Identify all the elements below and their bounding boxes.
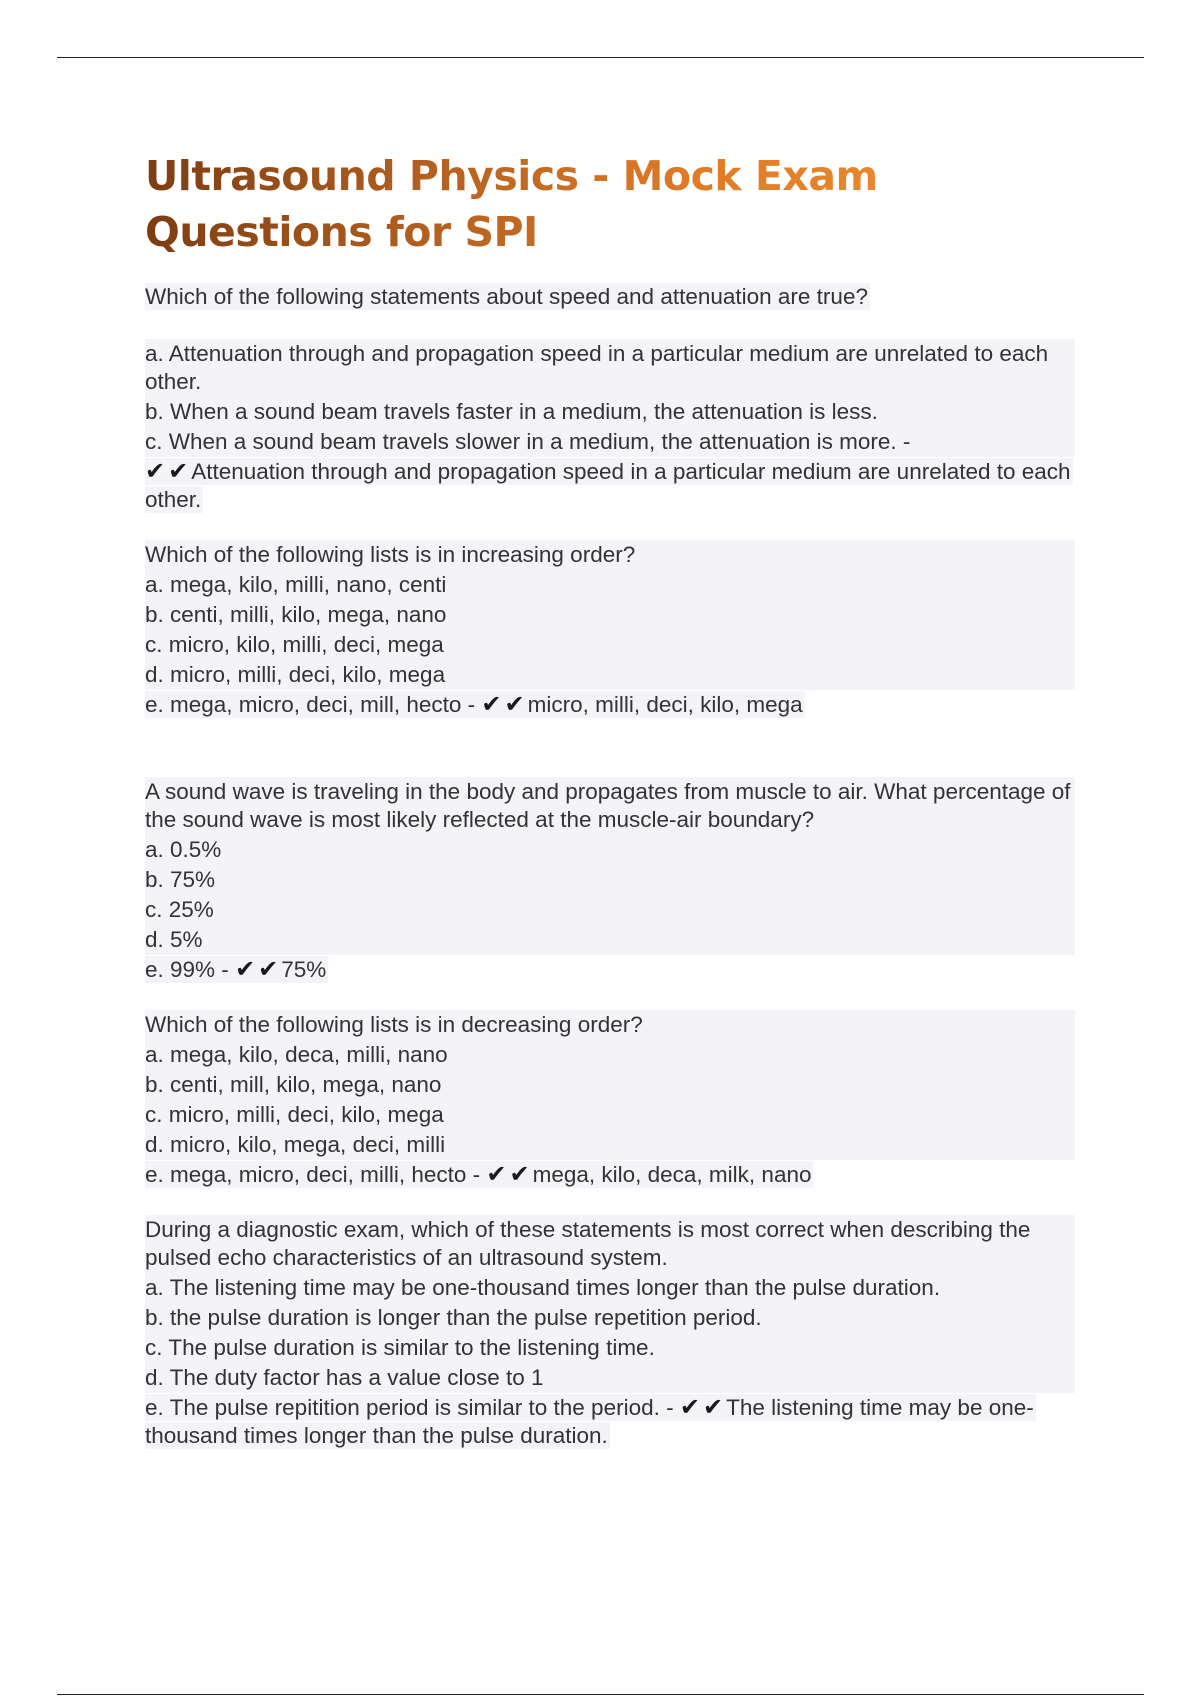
option: a. mega, kilo, milli, nano, centi <box>145 570 1075 600</box>
check-icon: ✔ <box>702 1393 724 1421</box>
check-icon: ✔ <box>168 457 189 485</box>
check-icon: ✔ <box>145 457 166 485</box>
question-1 <box>145 283 1075 514</box>
option: e. mega, micro, deci, mill, hecto - <box>145 692 476 717</box>
check-icon: ✔ <box>481 690 502 718</box>
option: b. the pulse duration is longer than the pulse repetition period. <box>145 1303 1075 1333</box>
question-2 <box>145 540 1075 719</box>
question-stem: During a diagnostic exam, which of these statements is most correct when describing the pulsed echo characteristics of an ultrasound system. <box>145 1215 1075 1273</box>
option: b. 75% <box>145 865 1075 895</box>
option: b. centi, mill, kilo, mega, nano <box>145 1070 1075 1100</box>
option: e. mega, micro, deci, milli, hecto - <box>145 1162 481 1187</box>
option: a. Attenuation through and propagation speed in a particular medium are unrelated to each other. <box>145 339 1075 397</box>
answer-line <box>145 956 328 983</box>
check-icon: ✔ <box>679 1393 700 1421</box>
option: e. The pulse repitition period is similar to the period. - <box>145 1395 674 1420</box>
question-options <box>145 1215 1075 1450</box>
answer-line <box>145 1394 1036 1449</box>
question-stem: Which of the following lists is in increasing order? <box>145 540 1075 570</box>
option: d. The duty factor has a value close to 1 <box>145 1363 1075 1393</box>
question-4 <box>145 1010 1075 1189</box>
answer-line <box>145 458 1073 513</box>
check-icon: ✔ <box>258 955 279 983</box>
answer-line <box>145 691 805 718</box>
bottom-rule <box>57 1694 1144 1695</box>
answer-text: mega, kilo, deca, milk, nano <box>532 1162 812 1187</box>
question-3 <box>145 777 1075 984</box>
answer-text: micro, milli, deci, kilo, mega <box>527 692 803 717</box>
question-options <box>145 540 1075 719</box>
question-5 <box>145 1215 1075 1450</box>
option: a. The listening time may be one-thousand times longer than the pulse duration. <box>145 1273 1075 1303</box>
option: c. micro, kilo, milli, deci, mega <box>145 630 1075 660</box>
option: a. mega, kilo, deca, milli, nano <box>145 1040 1075 1070</box>
document-body <box>145 148 1075 1450</box>
check-icon: ✔ <box>504 690 525 718</box>
option: b. centi, milli, kilo, mega, nano <box>145 600 1075 630</box>
check-icon: ✔ <box>486 1160 507 1188</box>
question-options <box>145 777 1075 984</box>
document-title: Ultrasound Physics - Mock Exam Questions for SPI <box>145 148 935 260</box>
check-icon: ✔ <box>509 1160 530 1188</box>
answer-text: Attenuation through and propagation speed in a particular medium are unrelated to each other. <box>145 459 1071 512</box>
option: d. micro, kilo, mega, deci, milli <box>145 1130 1075 1160</box>
question-stem: A sound wave is traveling in the body and propagates from muscle to air. What percentage of the sound wave is most likely reflected at the muscle-air boundary? <box>145 777 1075 835</box>
option: d. 5% <box>145 925 1075 955</box>
option: e. 99% - <box>145 957 229 982</box>
answer-text: 75% <box>281 957 327 982</box>
option: c. The pulse duration is similar to the listening time. <box>145 1333 1075 1363</box>
answer-line <box>145 1161 813 1188</box>
top-rule <box>57 57 1144 58</box>
option: c. 25% <box>145 895 1075 925</box>
option: c. micro, milli, deci, kilo, mega <box>145 1100 1075 1130</box>
check-icon: ✔ <box>235 955 256 983</box>
option: d. micro, milli, deci, kilo, mega <box>145 660 1075 690</box>
option: b. When a sound beam travels faster in a medium, the attenuation is less. <box>145 397 1075 427</box>
question-stem: Which of the following statements about speed and attenuation are true? <box>145 284 868 309</box>
answer-text: The listening time may be one-thousand times longer than the pulse duration. <box>145 1395 1034 1448</box>
question-options <box>145 339 1075 514</box>
question-stem: Which of the following lists is in decreasing order? <box>145 1010 1075 1040</box>
question-options <box>145 1010 1075 1189</box>
option: a. 0.5% <box>145 835 1075 865</box>
option: c. When a sound beam travels slower in a medium, the attenuation is more. - <box>145 427 1075 457</box>
